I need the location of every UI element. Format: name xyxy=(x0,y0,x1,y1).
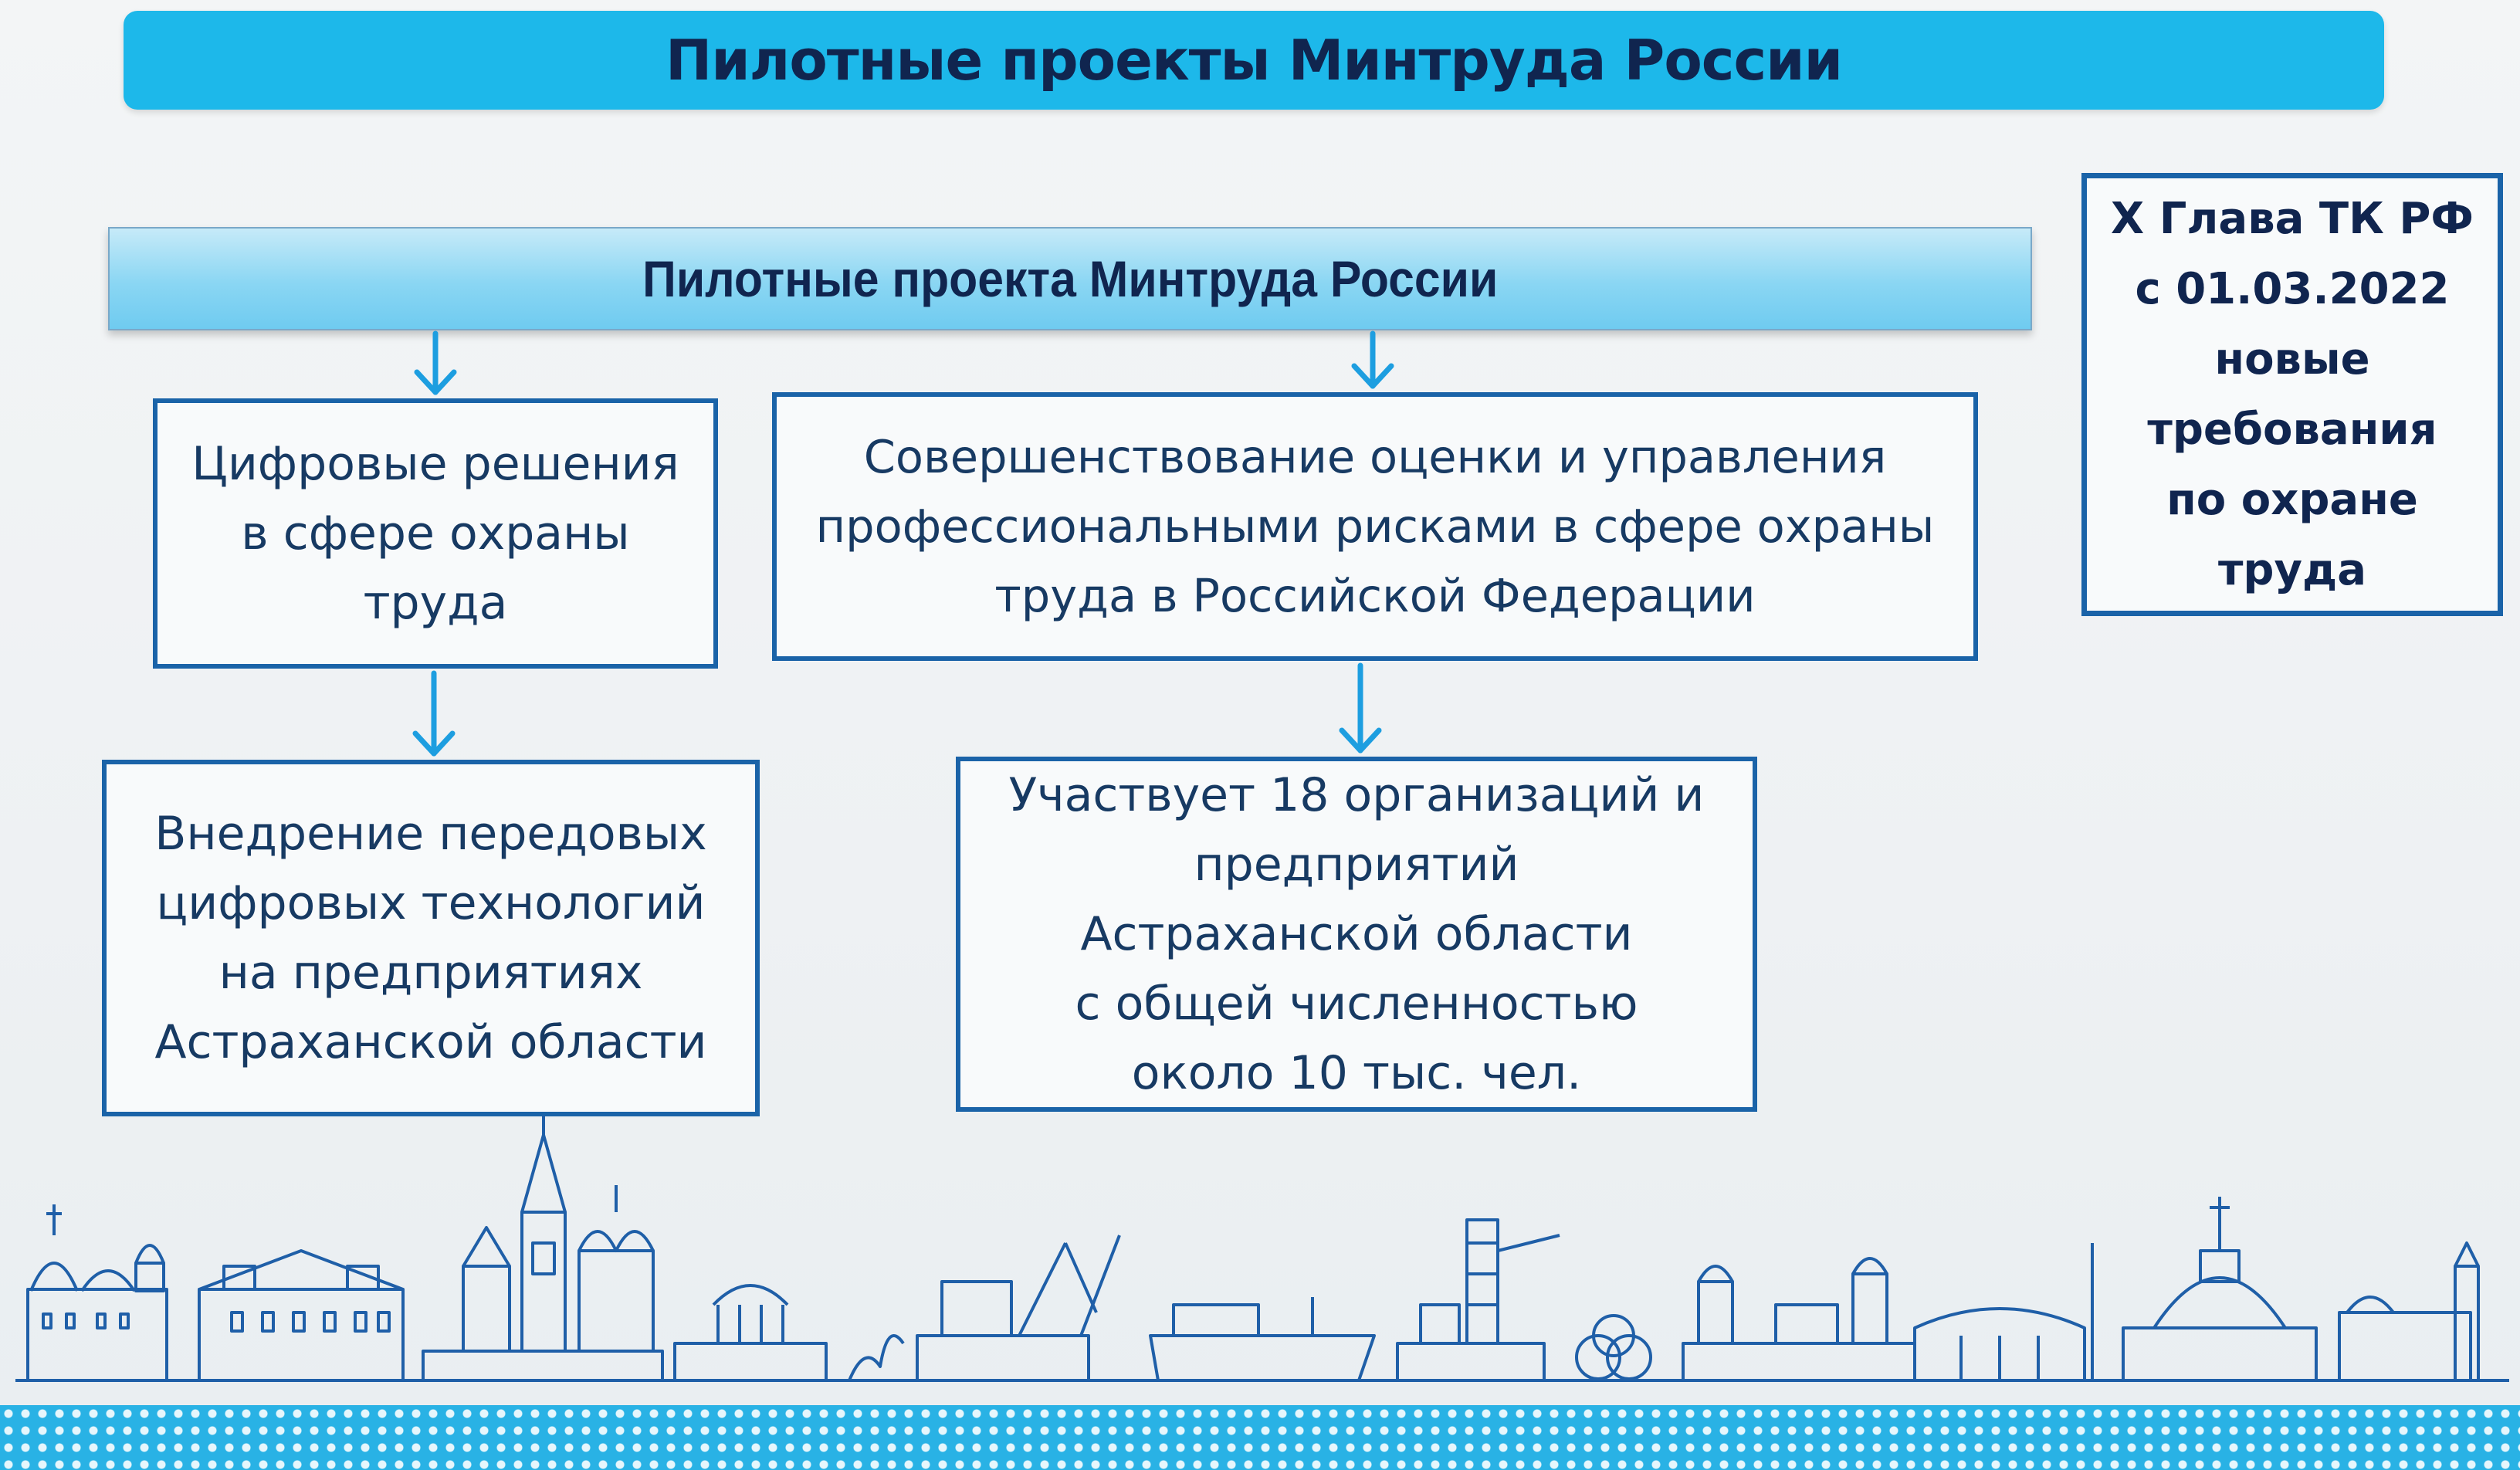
box-risk-management xyxy=(772,392,1978,661)
box-participating-organizations-text: Участвует 18 организаций и предприятий Астраханской области с общей численностью около 10 тыс. чел. xyxy=(1008,768,1705,1100)
arrow-to-tech xyxy=(415,673,452,754)
arrow-to-orgs xyxy=(1342,666,1379,750)
oil-rig-icon xyxy=(1397,1220,1560,1380)
box-digital-technologies xyxy=(102,760,760,1116)
church-left-icon xyxy=(28,1204,167,1380)
swan-icon xyxy=(849,1336,903,1380)
box-risk-management-text: Совершенствование оценки и управления профессиональными рисками в сфере охраны труда в Российской Федерации xyxy=(815,430,1935,622)
cathedral-icon xyxy=(2123,1197,2316,1380)
right-buildings-icon xyxy=(2339,1243,2478,1380)
arrow-to-digital xyxy=(417,334,454,392)
box-digital-technologies-text: Внедрение передовых цифровых технологий на предприятиях Астраханской области xyxy=(154,807,707,1069)
watermelons-icon xyxy=(1577,1316,1651,1379)
waves-band xyxy=(0,1405,2520,1470)
arrow-to-risk xyxy=(1354,334,1391,386)
stadium-icon xyxy=(1915,1243,2092,1380)
slide-title: Пилотные проекты Минтруда России xyxy=(665,28,1843,93)
box-labor-code-chapter-text: X Глава ТК РФ с 01.03.2022 новые требования по охране труда xyxy=(2111,194,2474,595)
top-node-label: Пилотные проекта Минтруда России xyxy=(642,250,1499,307)
kremlin-icon xyxy=(423,1116,662,1380)
box-participating-organizations xyxy=(956,757,1757,1112)
box-digital-solutions xyxy=(153,398,718,669)
box-digital-solutions-text: Цифровые решения в сфере охраны труда xyxy=(191,437,679,630)
ship-icon xyxy=(1150,1297,1374,1380)
box-labor-code-chapter xyxy=(2081,173,2503,616)
city-skyline-illustration xyxy=(0,1112,2520,1413)
rotunda-icon xyxy=(675,1285,826,1380)
modern-buildings-icon xyxy=(1683,1258,1915,1380)
palace-icon xyxy=(199,1251,403,1380)
port-cranes-icon xyxy=(917,1235,1119,1380)
